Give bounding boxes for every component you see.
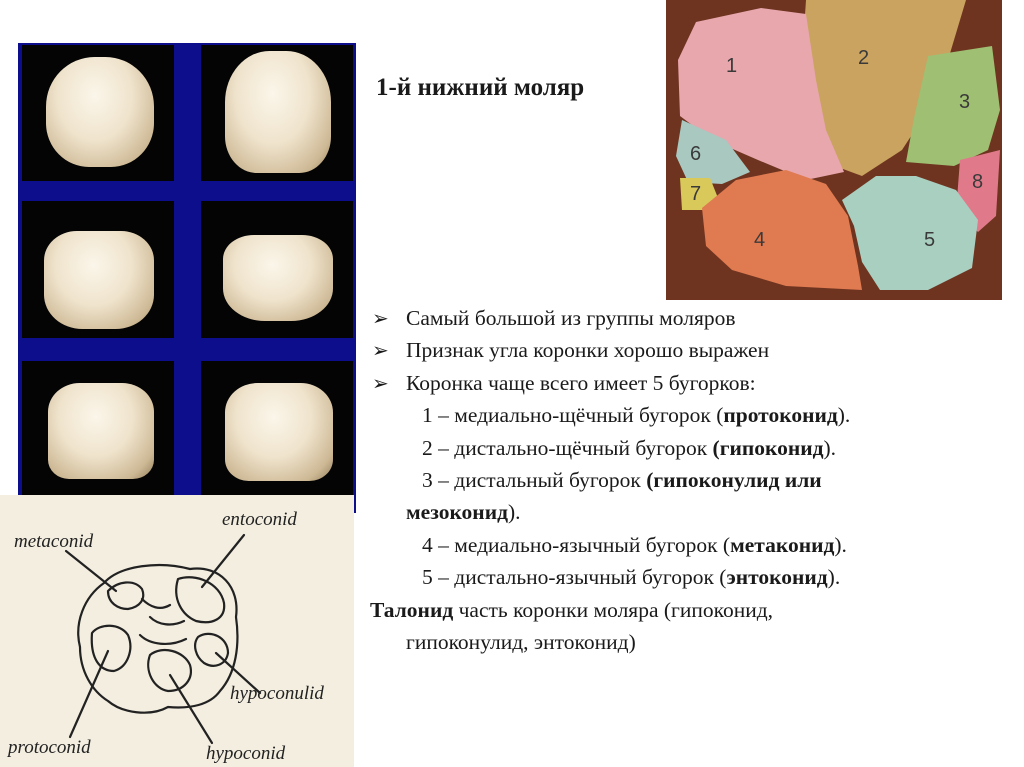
cusp-desc: 3 – дистальный бугорок	[422, 468, 647, 493]
photo-distal-view	[201, 361, 353, 511]
hypoconid-cusp	[148, 650, 191, 691]
cusp-suffix: ).	[827, 565, 841, 590]
bullet-text: Самый большой из группы моляров	[406, 306, 736, 330]
tooth-image	[223, 235, 333, 321]
tooth-image	[225, 51, 331, 173]
talonid-line-2	[370, 626, 1010, 658]
cusp-term: (гипоконулид или	[646, 468, 822, 493]
cusp-color-drawing	[666, 0, 1002, 300]
bullet-item	[370, 334, 1010, 366]
hypoconulid-cusp	[195, 634, 228, 666]
slide-title: 1-й нижний моляр	[376, 74, 585, 101]
photo-buccal-view	[22, 201, 174, 338]
cusp-diagram-drawing	[0, 495, 354, 767]
photo-crown-view	[201, 45, 353, 181]
cusp-suffix: ).	[834, 532, 847, 557]
tooth-image	[46, 57, 154, 167]
talonid-line-1	[370, 594, 1010, 626]
label-entoconid: entoconid	[222, 509, 297, 530]
cusp-line-2	[370, 432, 1010, 464]
tooth-image	[44, 231, 154, 329]
cusp-term: (гипоконид	[712, 435, 824, 460]
cusp-suffix: ).	[507, 500, 521, 525]
bullet-item	[370, 367, 1010, 399]
leader-entoconid	[202, 535, 244, 587]
label-protoconid: protoconid	[8, 737, 91, 758]
cusp-line-3	[370, 464, 1010, 496]
arrow-bullet-icon: ➢	[372, 306, 389, 330]
bullet-text: Коронка чаще всего имеет 5 бугорков:	[406, 370, 756, 395]
leader-metaconid	[66, 551, 116, 591]
cusp-color-photo	[666, 0, 1002, 300]
description-text	[370, 302, 1010, 658]
cusp-line-1	[370, 399, 1010, 431]
talonid-term: Талонид	[370, 597, 454, 622]
cusp-line-3-continuation	[370, 496, 1010, 528]
cusp-line-diagram	[0, 495, 354, 767]
cusp-number: 8	[972, 171, 984, 193]
label-hypoconid: hypoconid	[206, 743, 286, 764]
metaconid-cusp	[108, 582, 143, 609]
cusp-line-4	[370, 529, 1010, 561]
leader-protoconid	[70, 651, 108, 737]
cusp-number: 7	[690, 183, 702, 205]
bullet-text: Признак угла коронки хорошо выражен	[406, 338, 770, 363]
protoconid-cusp	[92, 626, 131, 671]
talonid-desc: часть коронки моляра (гипоконид,	[453, 597, 774, 622]
photo-mesial-view	[22, 361, 174, 511]
cusp-number: 5	[924, 229, 936, 251]
photo-lingual-view	[201, 201, 353, 338]
cusp-desc: 4 – медиально-язычный бугорок (	[422, 532, 731, 557]
cusp-desc: 5 – дистально-язычный бугорок (	[422, 565, 727, 590]
cusp-number: 4	[754, 229, 766, 251]
cusp-term: метаконид	[730, 532, 835, 557]
leader-hypoconid	[170, 675, 212, 743]
arrow-bullet-icon: ➢	[372, 338, 389, 363]
cusp-term: энтоконид	[726, 565, 828, 590]
cusp-number: 1	[726, 55, 738, 77]
label-hypoconulid: hypoconulid	[230, 683, 324, 704]
cusp-term: протоконид	[723, 403, 838, 428]
entoconid-cusp	[176, 577, 224, 622]
cusp-term: мезоконид	[406, 500, 508, 525]
cusp-number: 3	[959, 91, 971, 113]
label-metaconid: metaconid	[14, 531, 94, 552]
cusp-number: 2	[858, 47, 870, 69]
bullet-item	[370, 302, 1010, 334]
cusp-number: 6	[690, 143, 702, 165]
arrow-bullet-icon: ➢	[372, 370, 389, 395]
cusp-desc: 2 – дистально-щёчный бугорок	[422, 435, 713, 460]
talonid-desc: гипоконулид, энтоконид)	[406, 630, 636, 655]
cusp-line-5	[370, 561, 1010, 593]
tooth-image	[225, 383, 333, 481]
tooth-image	[48, 383, 154, 479]
cusp-desc: 1 – медиально-щёчный бугорок (	[422, 403, 724, 428]
photo-occlusal-view	[22, 45, 174, 181]
tooth-photo-grid	[18, 43, 356, 513]
cusp-suffix: ).	[837, 403, 851, 428]
cusp-suffix: ).	[823, 435, 837, 460]
